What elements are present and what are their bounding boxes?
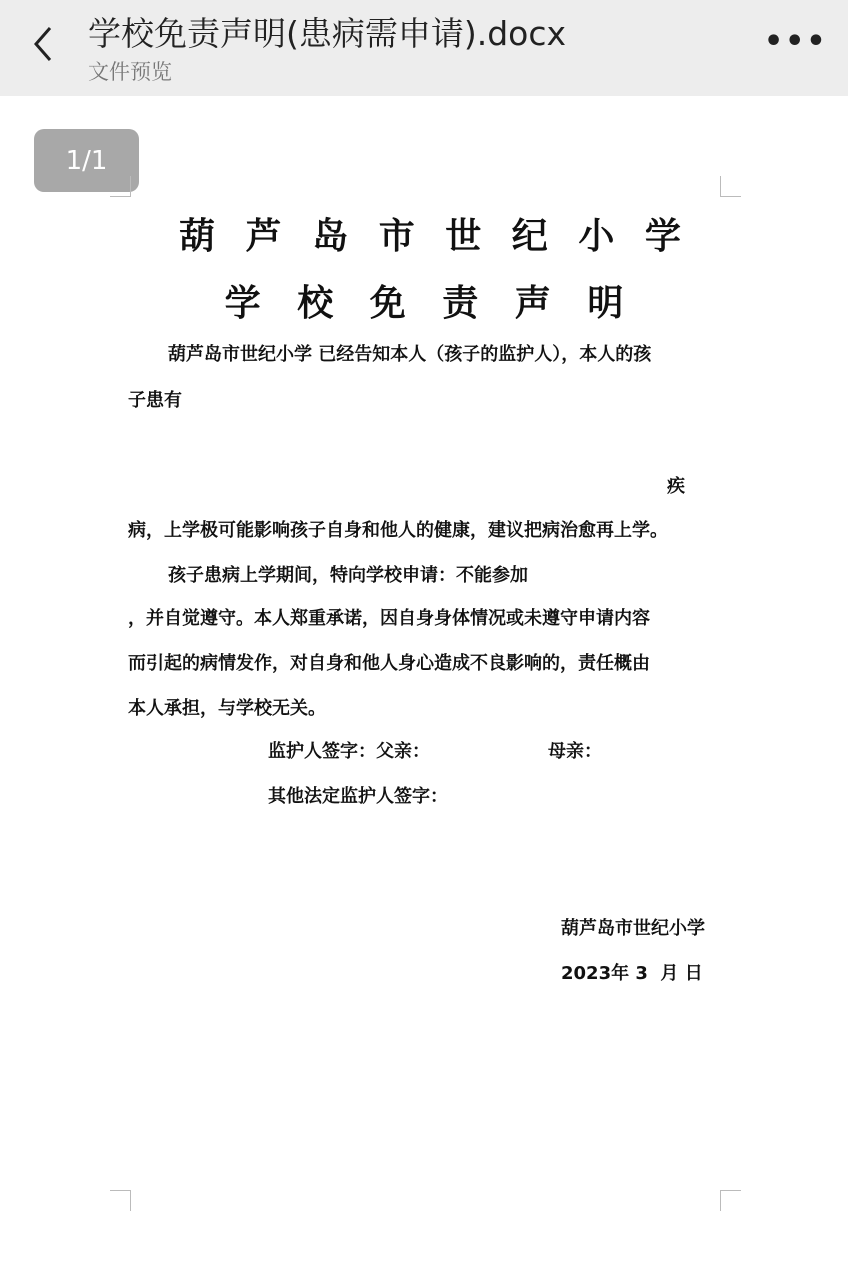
top-bar <box>0 0 848 96</box>
signature-date: 2023年 3 月 日 <box>561 963 703 984</box>
back-button[interactable] <box>28 22 68 66</box>
page-corner-mark <box>720 176 741 197</box>
more-icon: ••• <box>764 24 828 59</box>
body-line: 孩子患病上学期间，特向学校申请：不能参加 <box>168 565 528 586</box>
file-title: 学校免责声明(患病需申请).docx <box>88 14 567 53</box>
body-line: 病，上学极可能影响孩子自身和他人的健康，建议把病治愈再上学。 <box>128 520 668 541</box>
signatory-school: 葫芦岛市世纪小学 <box>561 918 705 939</box>
more-button[interactable] <box>764 24 828 59</box>
body-line: 本人承担，与学校无关。 <box>128 698 326 719</box>
guardian-signature-label: 监护人签字：父亲： <box>268 741 430 762</box>
other-guardian-signature-label: 其他法定监护人签字： <box>268 786 448 807</box>
document-title-heading: 学 校 免 责 声 明 <box>224 283 624 324</box>
body-line: 子患有 <box>128 390 182 411</box>
body-line: 而引起的病情发作，对自身和他人身心造成不良影响的，责任概由 <box>128 653 650 674</box>
page-indicator: 1/1 <box>34 129 139 192</box>
file-subtitle: 文件预览 <box>88 60 172 84</box>
page-corner-mark <box>110 176 131 197</box>
school-name-heading: 葫 芦 岛 市 世 纪 小 学 <box>179 216 681 257</box>
page-corner-mark <box>720 1190 741 1211</box>
mother-signature-label: 母亲： <box>548 741 602 762</box>
back-icon <box>28 22 68 66</box>
body-line: ，并自觉遵守。本人郑重承诺，因自身身体情况或未遵守申请内容 <box>128 608 650 629</box>
page-corner-mark <box>110 1190 131 1211</box>
body-line: 葫芦岛市世纪小学 已经告知本人（孩子的监护人），本人的孩 <box>168 344 652 365</box>
body-line: 疾 <box>667 476 685 497</box>
